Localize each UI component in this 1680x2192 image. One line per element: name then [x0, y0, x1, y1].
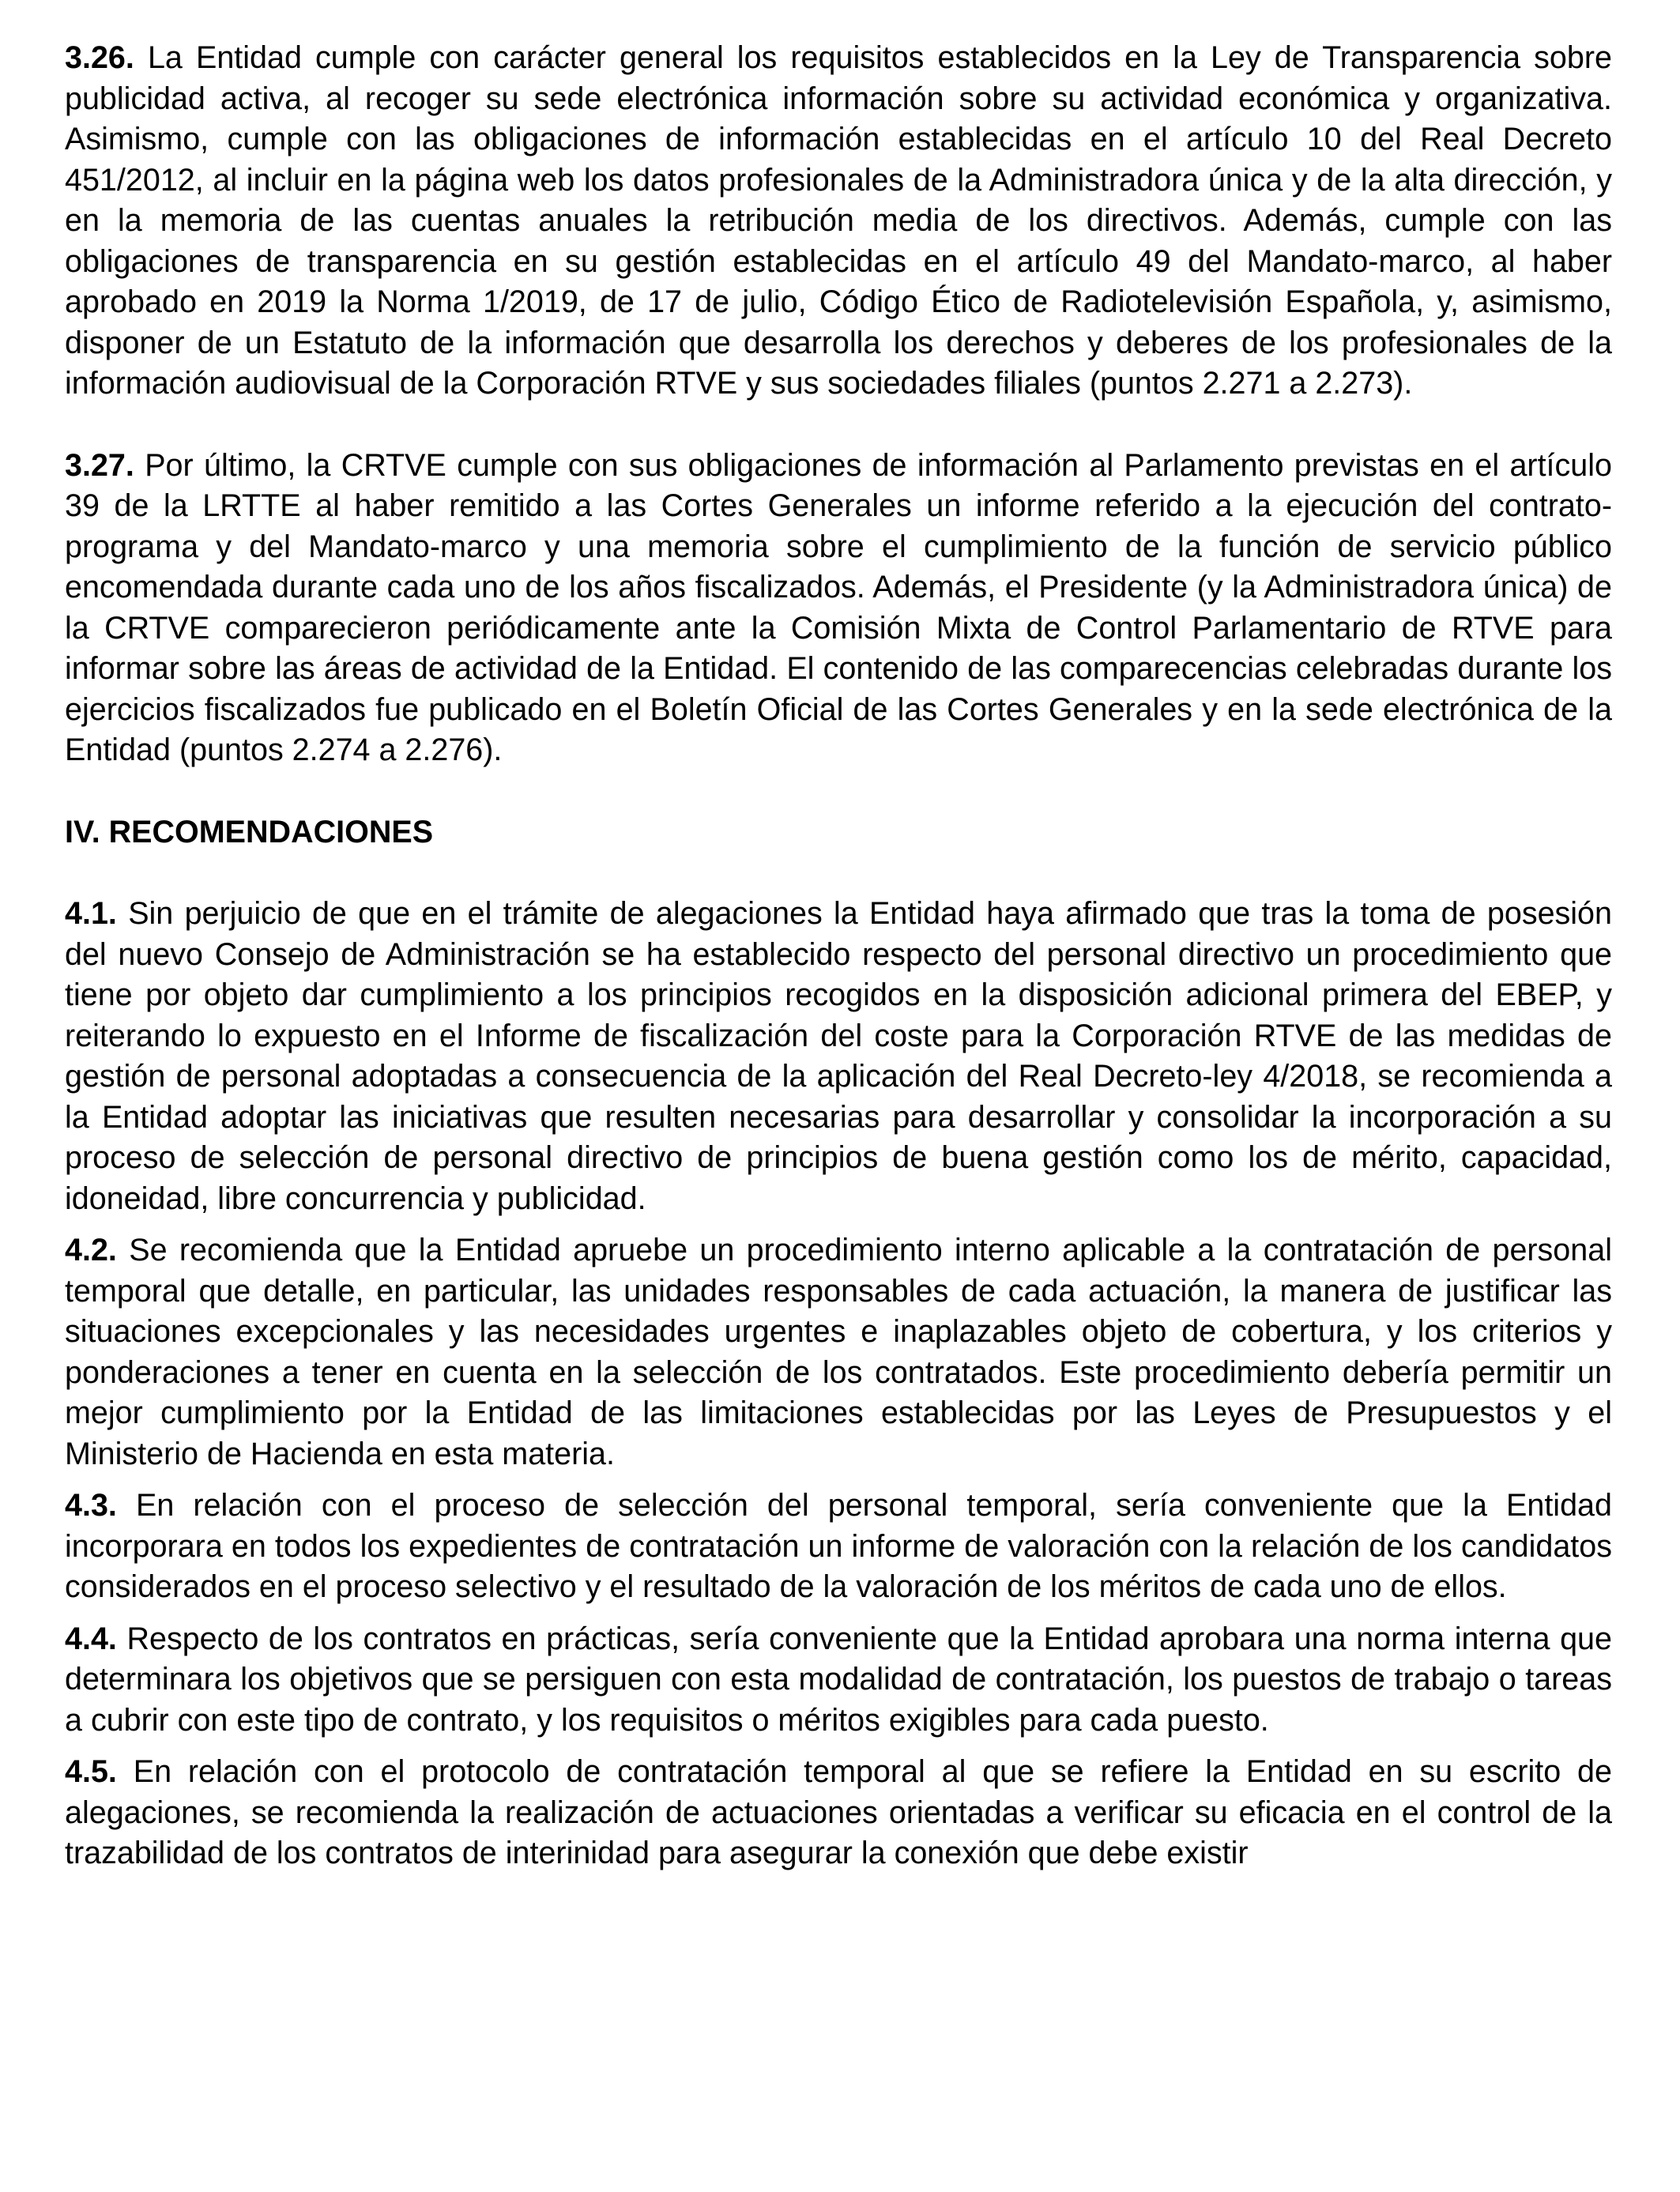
paragraph-4-5 — [65, 1752, 1612, 1874]
paragraph-text: Se recomienda que la Entidad apruebe un procedimiento interno aplicable a la contratación de personal temporal que detalle, en particular, las unidades responsables de cada actuación, la manera de justificar las situaciones excepcionales y las necesidades urgentes e inaplazables objeto de cobertura, y los criterios y ponderaciones a tener en cuenta en la selección de los contratados. Este procedimiento debería permitir un mejor cumplimiento por la Entidad de las limitaciones establecidas por las Leyes de Presupuestos y el Ministerio de Hacienda en esta materia. — [65, 1233, 1612, 1471]
paragraph-text: Por último, la CRTVE cumple con sus obligaciones de información al Parlamento previstas en el artículo 39 de la LRTTE al haber remitido a las Cortes Generales un informe referido a la ejecución del contrato-programa y del Mandato-marco y una memoria sobre el cumplimiento de la función de servicio público encomendada durante cada uno de los años fiscalizados. Además, el Presidente (y la Administradora única) de la CRTVE comparecieron periódicamente ante la Comisión Mixta de Control Parlamentario de RTVE para informar sobre las áreas de actividad de la Entidad. El contenido de las comparecencias celebradas durante los ejercicios fiscalizados fue publicado en el Boletín Oficial de las Cortes Generales y en la sede electrónica de la Entidad (puntos 2.274 a 2.276). — [65, 447, 1612, 767]
paragraph-text: Sin perjuicio de que en el trámite de alegaciones la Entidad haya afirmado que tras la toma de posesión del nuevo Consejo de Administración se ha establecido respecto del personal directivo un procedimiento que tiene por objeto dar cumplimiento a los principios recogidos en la disposición adicional primera del EBEP, y reiterando lo expuesto en el Informe de fiscalización del coste para la Corporación RTVE de las medidas de gestión de personal adoptadas a consecuencia de la aplicación del Real Decreto-ley 4/2018, se recomienda a la Entidad adoptar las iniciativas que resulten necesarias para desarrollar y consolidar la incorporación a su proceso de selección de personal directivo de principios de buena gestión como los de mérito, capacidad, idoneidad, libre concurrencia y publicidad. — [65, 896, 1612, 1216]
paragraph-text: En relación con el protocolo de contratación temporal al que se refiere la Entidad en su escrito de alegaciones, se recomienda la realización de actuaciones orientadas a verificar su eficacia en el control de la trazabilidad de los contratos de interinidad para asegurar la conexión que debe existir — [65, 1754, 1612, 1870]
paragraph-number: 4.1. — [65, 896, 117, 931]
paragraph-number: 4.5. — [65, 1754, 117, 1789]
paragraph-4-4 — [65, 1619, 1612, 1742]
paragraph-text: Respecto de los contratos en prácticas, sería conveniente que la Entidad aprobara una norma interna que determinara los objetivos que se persiguen con esta modalidad de contratación, los puestos de trabajo o tareas a cubrir con este tipo de contrato, y los requisitos o méritos exigibles para cada puesto. — [65, 1621, 1612, 1738]
paragraph-4-1 — [65, 894, 1612, 1219]
paragraph-number: 3.27. — [65, 447, 134, 483]
paragraph-4-2 — [65, 1230, 1612, 1475]
paragraph-number: 4.2. — [65, 1233, 117, 1267]
paragraph-number: 4.4. — [65, 1621, 117, 1656]
paragraph-text: La Entidad cumple con carácter general los requisitos establecidos en la Ley de Transparencia sobre publicidad activa, al recoger su sede electrónica información sobre su actividad económica y organizativa. Asimismo, cumple con las obligaciones de información establecidas en el artículo 10 del Real Decreto 451/2012, al incluir en la página web los datos profesionales de la Administradora única y de la alta dirección, y en la memoria de las cuentas anuales la retribución media de los directivos. Además, cumple con las obligaciones de transparencia en su gestión establecidas en el artículo 49 del Mandato-marco, al haber aprobado en 2019 la Norma 1/2019, de 17 de julio, Código Ético de Radiotelevisión Española, y, asimismo, disponer de un Estatuto de la información que desarrolla los derechos y deberes de los profesionales de la información audiovisual de la Corporación RTVE y sus sociedades filiales (puntos 2.271 a 2.273). — [65, 40, 1612, 401]
paragraph-4-3 — [65, 1486, 1612, 1608]
paragraph-number: 4.3. — [65, 1488, 117, 1523]
paragraph-text: En relación con el proceso de selección del personal temporal, sería conveniente que la Entidad incorporara en todos los expedientes de contratación un informe de valoración con la relación de los candidatos considerados en el proceso selectivo y el resultado de la valoración de los méritos de cada uno de ellos. — [65, 1488, 1612, 1604]
paragraph-3-27 — [65, 446, 1612, 771]
section-heading: IV. RECOMENDACIONES — [65, 814, 434, 849]
document-page — [65, 38, 1612, 1874]
paragraph-3-26 — [65, 38, 1612, 405]
paragraph-number: 3.26. — [65, 40, 134, 75]
